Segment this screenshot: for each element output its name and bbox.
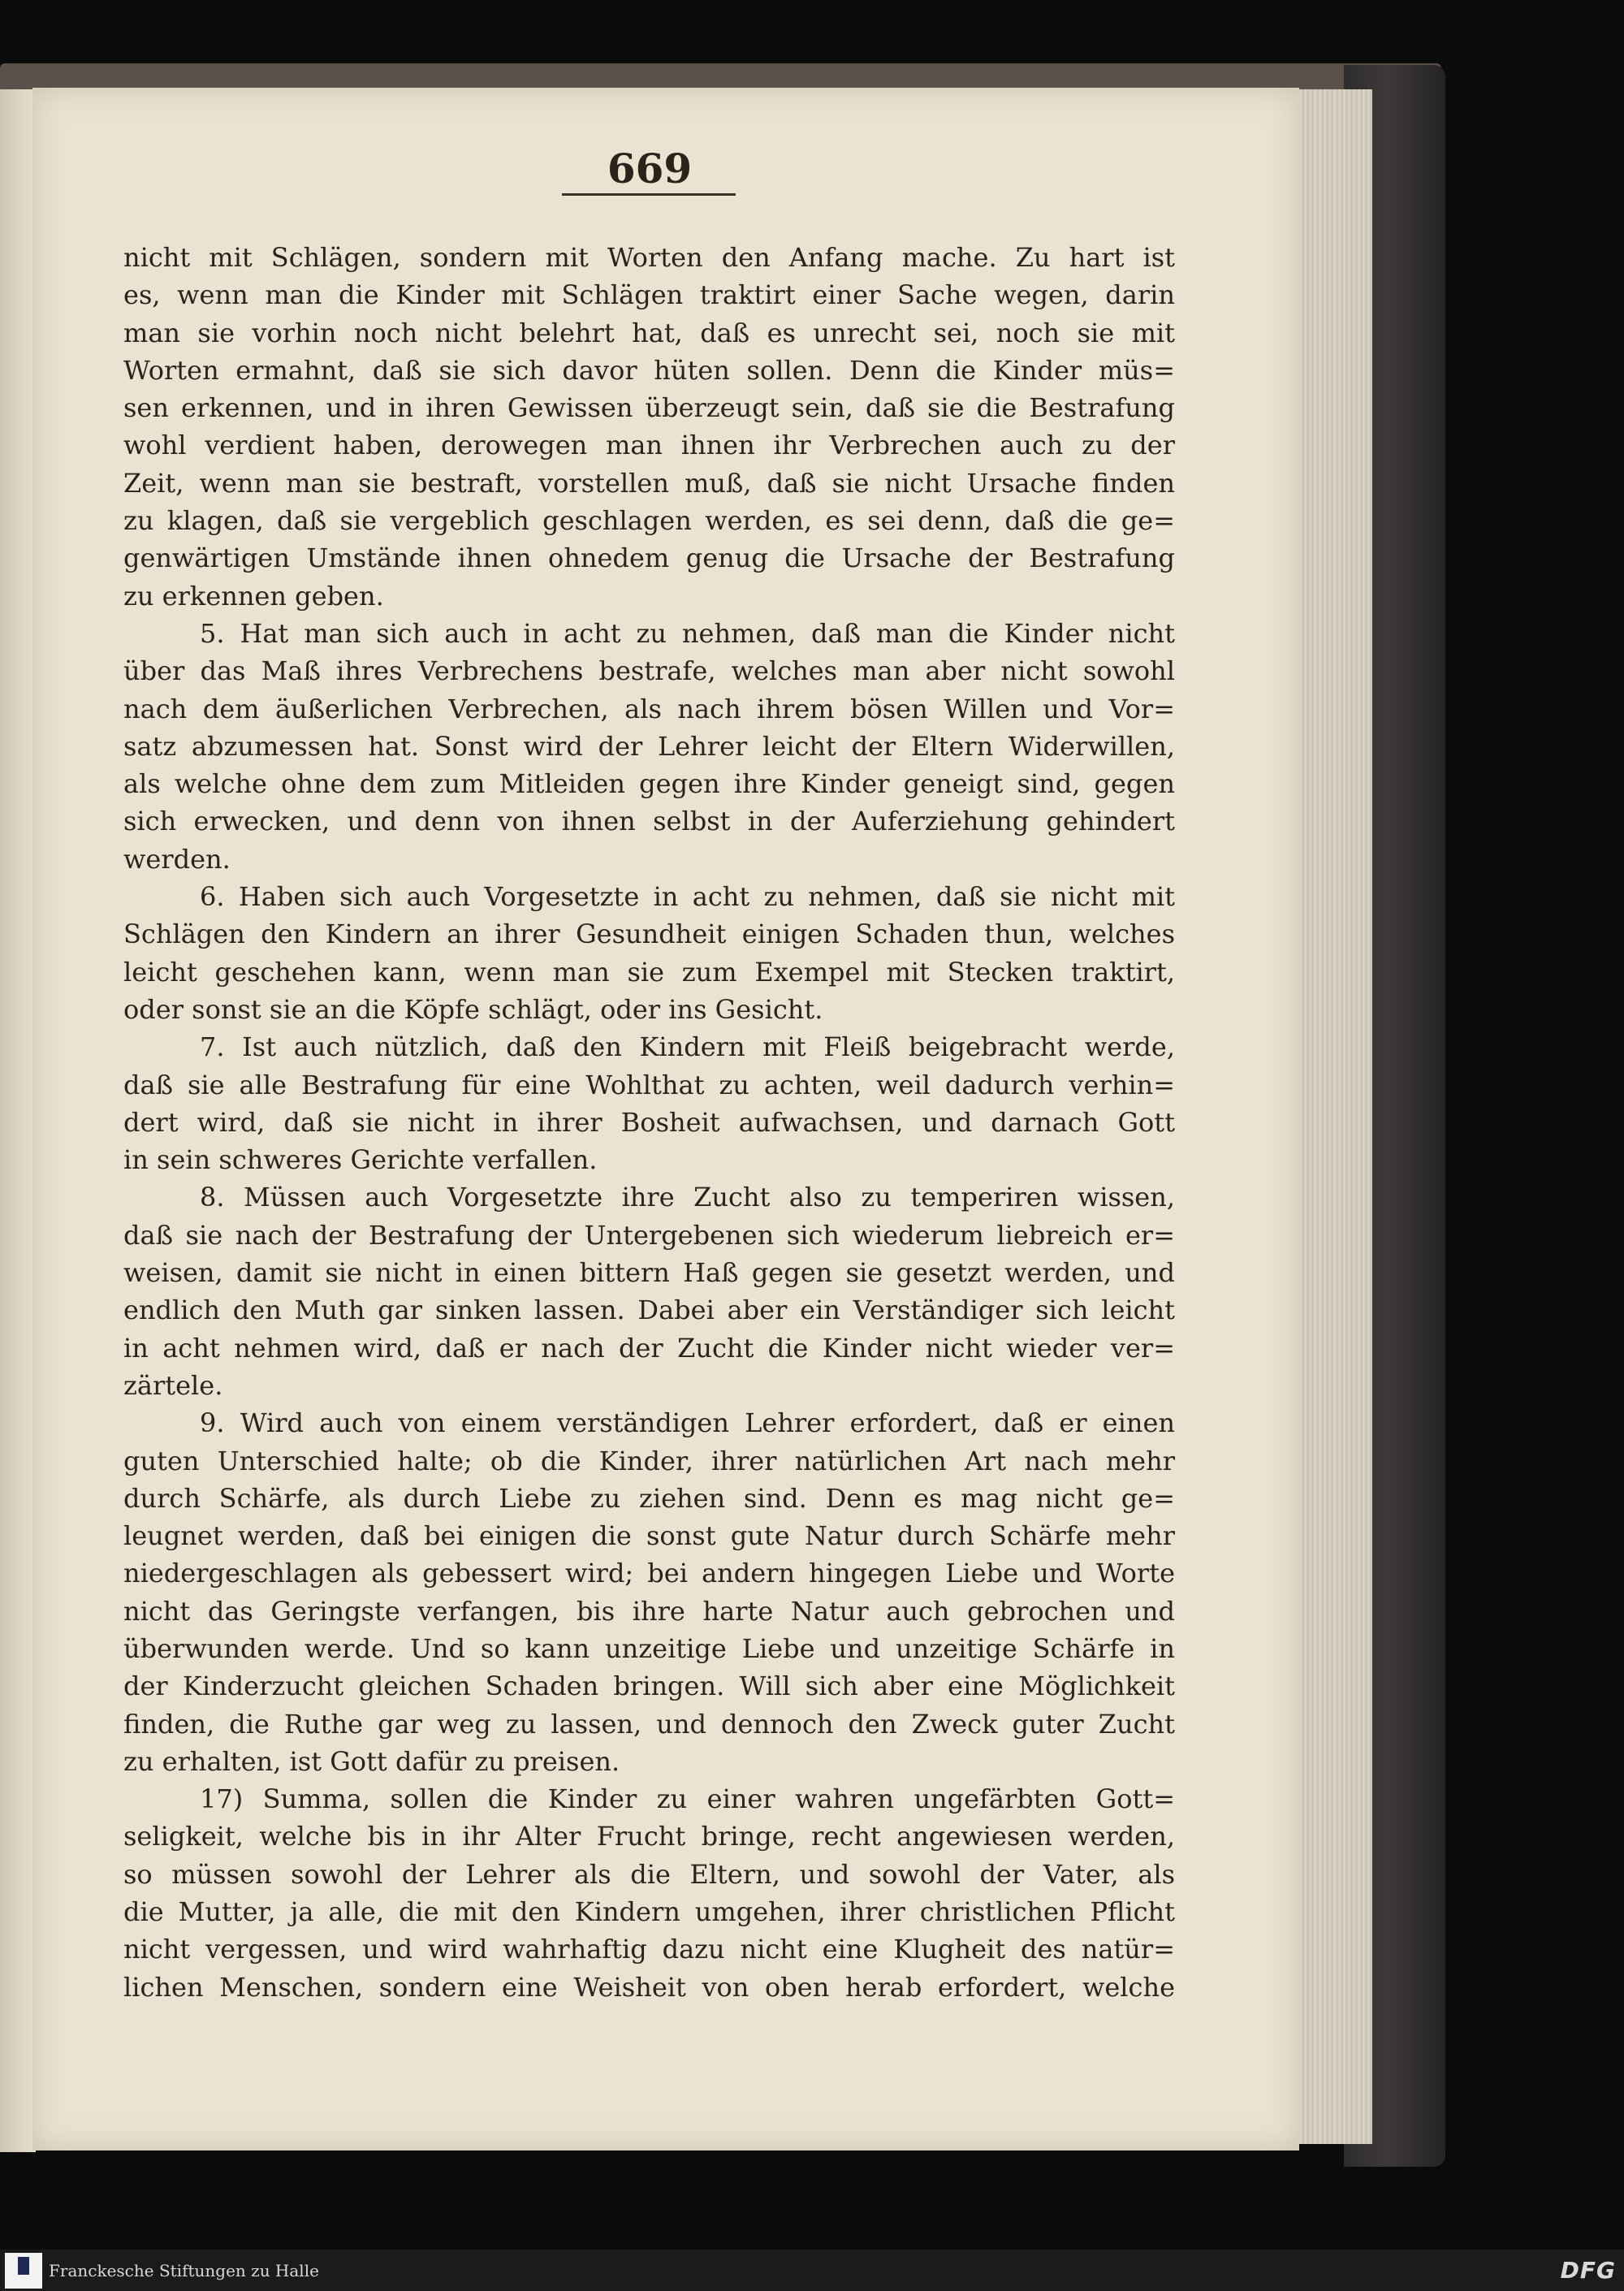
text-line: 7. Ist auch nützlich, daß den Kindern mit Fleiß beigebracht werde, (200, 1031, 1175, 1063)
text-line: leicht geschehen kann, wenn man sie zum Exempel mit Stecken traktirt, (123, 956, 1175, 988)
text-line: überwunden werde. Und so kann unzeitige Liebe und unzeitige Schärfe in (123, 1632, 1175, 1664)
text-line: satz abzumessen hat. Sonst wird der Lehrer leicht der Eltern Widerwillen, (123, 730, 1175, 762)
page-number-rule (562, 193, 736, 196)
text-line: die Mutter, ja alle, die mit den Kindern umgehen, ihrer christlichen Pflicht (123, 1896, 1175, 1928)
text-line: der Kinderzucht gleichen Schaden bringen. Will sich aber eine Möglichkeit (123, 1671, 1175, 1702)
text-line: Zeit, wenn man sie bestraft, vorstellen muß, daß sie nicht Ursache finden (123, 467, 1175, 499)
text-line: in sein schweres Gerichte verfallen. (123, 1144, 598, 1176)
text-line: oder sonst sie an die Köpfe schlägt, oder ins Gesicht. (123, 993, 823, 1025)
text-line: 17) Summa, sollen die Kinder zu einer wahren ungefärbten Gott= (200, 1783, 1175, 1815)
institution-name: Franckesche Stiftungen zu Halle (49, 2261, 319, 2280)
text-line: nicht vergessen, und wird wahrhaftig dazu nicht eine Klugheit des natür= (123, 1934, 1175, 1965)
text-line: man sie vorhin noch nicht belehrt hat, daß es unrecht sei, noch sie mit (123, 317, 1175, 348)
text-line: lichen Menschen, sondern eine Weisheit von oben herab erfordert, welche (123, 1971, 1175, 2003)
text-line: werden. (123, 843, 231, 875)
text-line: niedergeschlagen als gebessert wird; bei andern hingegen Liebe und Worte (123, 1558, 1175, 1589)
text-line: Schlägen den Kindern an ihrer Gesundheit einigen Schaden thun, welches (123, 919, 1175, 950)
text-line: zu erhalten, ist Gott dafür zu preisen. (123, 1745, 620, 1777)
text-line: daß sie nach der Bestrafung der Untergebenen sich wiederum liebreich er= (123, 1219, 1175, 1251)
text-line: 6. Haben sich auch Vorgesetzte in acht zu nehmen, daß sie nicht mit (200, 881, 1175, 913)
text-line: nicht das Geringste verfangen, bis ihre harte Natur auch gebrochen und (123, 1595, 1175, 1627)
text-line: nach dem äußerlichen Verbrechen, als nach ihrem bösen Willen und Vor= (123, 693, 1175, 724)
text-line: zu klagen, daß sie vergeblich geschlagen werden, es sei denn, daß die ge= (123, 505, 1175, 537)
gutter (0, 89, 36, 2152)
text-line: guten Unterschied halte; ob die Kinder, ihrer natürlichen Art nach mehr (123, 1445, 1175, 1476)
text-line: über das Maß ihres Verbrechens bestrafe, welches man aber nicht sowohl (123, 655, 1175, 687)
text-line: so müssen sowohl der Lehrer als die Eltern, und sowohl der Vater, als (123, 1858, 1175, 1890)
text-line: seligkeit, welche bis in ihr Alter Frucht bringe, recht angewiesen werden, (123, 1821, 1175, 1852)
text-line: leugnet werden, daß bei einigen die sonst gute Natur durch Schärfe mehr (123, 1520, 1175, 1552)
text-line: finden, die Ruthe gar weg zu lassen, und dennoch den Zweck guter Zucht (123, 1708, 1175, 1740)
institution-logo-mark (18, 2257, 29, 2275)
text-line: Worten ermahnt, daß sie sich davor hüten sollen. Denn die Kinder müs= (123, 354, 1175, 386)
text-line: daß sie alle Bestrafung für eine Wohlthat zu achten, weil dadurch verhin= (123, 1069, 1175, 1100)
text-line: 5. Hat man sich auch in acht zu nehmen, daß man die Kinder nicht (200, 617, 1175, 649)
text-line: 9. Wird auch von einem verständigen Lehrer erfordert, daß er einen (200, 1407, 1175, 1439)
text-line: sich erwecken, und denn von ihnen selbst in der Auferziehung gehindert (123, 806, 1175, 837)
text-line: wohl verdient haben, derowegen man ihnen ihr Verbrechen auch zu der (123, 430, 1175, 461)
text-line: als welche ohne dem zum Mitleiden gegen ihre Kinder geneigt sind, gegen (123, 768, 1175, 800)
page-number: 669 (607, 145, 693, 192)
text-line: weisen, damit sie nicht in einen bittern Haß gegen sie gesetzt werden, und (123, 1257, 1175, 1289)
dfg-logo: DFG (1560, 2257, 1616, 2284)
text-line: genwärtigen Umstände ihnen ohnedem genug die Ursache der Bestrafung (123, 542, 1175, 574)
text-line: 8. Müssen auch Vorgesetzte ihre Zucht also zu temperiren wissen, (200, 1182, 1175, 1213)
text-line: zu erkennen geben. (123, 580, 384, 612)
body-text (123, 239, 1175, 2006)
text-line: dert wird, daß sie nicht in ihrer Bosheit aufwachsen, und darnach Gott (123, 1106, 1175, 1138)
text-line: es, wenn man die Kinder mit Schlägen traktirt einer Sache wegen, darin (123, 279, 1175, 311)
text-line: sen erkennen, und in ihren Gewissen überzeugt sein, daß sie die Bestrafung (123, 392, 1175, 424)
text-line: in acht nehmen wird, daß er nach der Zucht die Kinder nicht wieder ver= (123, 1332, 1175, 1364)
text-line: endlich den Muth gar sinken lassen. Dabei aber ein Verständiger sich leicht (123, 1295, 1175, 1326)
page-edges (1291, 89, 1372, 2144)
text-line: zärtele. (123, 1369, 223, 1401)
text-line: nicht mit Schlägen, sondern mit Worten den Anfang mache. Zu hart ist (123, 242, 1175, 273)
text-line: durch Schärfe, als durch Liebe zu ziehen sind. Denn es mag nicht ge= (123, 1482, 1175, 1514)
